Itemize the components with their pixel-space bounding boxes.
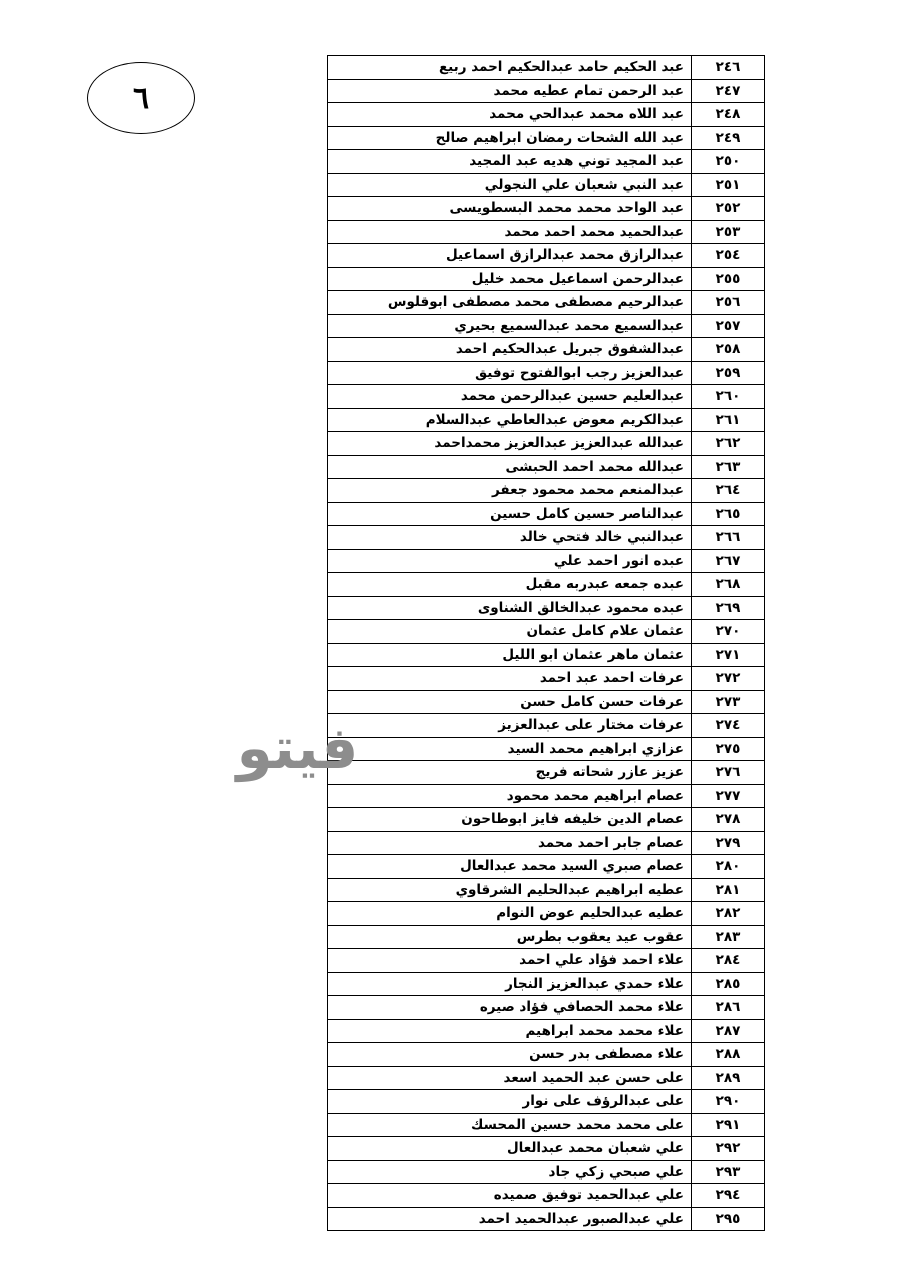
row-number: ٢٧٦ xyxy=(692,761,765,785)
row-name: عبدالله محمد احمد الحبشى xyxy=(328,455,692,479)
row-number: ٢٨٨ xyxy=(692,1043,765,1067)
table-row xyxy=(328,573,765,597)
row-number: ٢٦١ xyxy=(692,408,765,432)
table-row xyxy=(328,267,765,291)
table-row xyxy=(328,150,765,174)
row-name: عبده محمود عبدالخالق الشناوى xyxy=(328,596,692,620)
row-number: ٢٨٤ xyxy=(692,949,765,973)
row-name: عبدالشفوق جبريل عبدالحكيم احمد xyxy=(328,338,692,362)
row-name: عبد الله الشحات رمضان ابراهيم صالح xyxy=(328,126,692,150)
row-number: ٢٨٦ xyxy=(692,996,765,1020)
table-row xyxy=(328,925,765,949)
row-number: ٢٦٢ xyxy=(692,432,765,456)
table-row xyxy=(328,173,765,197)
row-number: ٢٧٠ xyxy=(692,620,765,644)
table-row xyxy=(328,385,765,409)
row-number: ٢٦٩ xyxy=(692,596,765,620)
row-number: ٢٤٩ xyxy=(692,126,765,150)
row-name: عطيه عبدالحليم عوض النوام xyxy=(328,902,692,926)
row-name: علاء محمد الحصافي فؤاد صيره xyxy=(328,996,692,1020)
row-name: علاء محمد محمد ابراهيم xyxy=(328,1019,692,1043)
table-row xyxy=(328,737,765,761)
row-name: على محمد محمد حسين المحسك xyxy=(328,1113,692,1137)
row-number: ٢٩٣ xyxy=(692,1160,765,1184)
row-number: ٢٨٥ xyxy=(692,972,765,996)
row-number: ٢٧٣ xyxy=(692,690,765,714)
table-row xyxy=(328,197,765,221)
row-number: ٢٧٤ xyxy=(692,714,765,738)
row-number: ٢٨٩ xyxy=(692,1066,765,1090)
table-row xyxy=(328,855,765,879)
row-number: ٢٦٨ xyxy=(692,573,765,597)
row-number: ٢٧١ xyxy=(692,643,765,667)
row-number: ٢٥٤ xyxy=(692,244,765,268)
row-number: ٢٩٠ xyxy=(692,1090,765,1114)
row-number: ٢٥٠ xyxy=(692,150,765,174)
row-name: عبدالمنعم محمد محمود جعفر xyxy=(328,479,692,503)
table-row xyxy=(328,667,765,691)
names-table xyxy=(327,55,765,1231)
row-name: عرفات احمد عبد احمد xyxy=(328,667,692,691)
table-row xyxy=(328,996,765,1020)
table-row xyxy=(328,244,765,268)
row-name: عبد الواحد محمد محمد البسطويسى xyxy=(328,197,692,221)
row-name: عصام الدين خليفه فايز ابوطاحون xyxy=(328,808,692,832)
row-number: ٢٥٧ xyxy=(692,314,765,338)
page-number: ٦ xyxy=(132,80,150,116)
watermark-text: فيتو xyxy=(236,714,359,782)
row-number: ٢٨٧ xyxy=(692,1019,765,1043)
row-number: ٢٥٢ xyxy=(692,197,765,221)
table-row xyxy=(328,878,765,902)
row-name: علي عبدالحميد توفيق صميده xyxy=(328,1184,692,1208)
row-name: عبدالحميد محمد احمد محمد xyxy=(328,220,692,244)
table-row xyxy=(328,949,765,973)
table-row xyxy=(328,831,765,855)
row-number: ٢٦٧ xyxy=(692,549,765,573)
row-name: على عبدالرؤف على نوار xyxy=(328,1090,692,1114)
table-row xyxy=(328,1137,765,1161)
row-number: ٢٦٦ xyxy=(692,526,765,550)
table-row xyxy=(328,408,765,432)
row-name: عصام صبري السيد محمد عبدالعال xyxy=(328,855,692,879)
table-row xyxy=(328,220,765,244)
row-number: ٢٤٦ xyxy=(692,56,765,80)
row-number: ٢٦٣ xyxy=(692,455,765,479)
row-number: ٢٥٥ xyxy=(692,267,765,291)
row-number: ٢٧٨ xyxy=(692,808,765,832)
row-number: ٢٥٦ xyxy=(692,291,765,315)
row-number: ٢٩٢ xyxy=(692,1137,765,1161)
table-row xyxy=(328,549,765,573)
row-number: ٢٧٩ xyxy=(692,831,765,855)
table-row xyxy=(328,1207,765,1231)
table-row xyxy=(328,361,765,385)
row-number: ٢٥١ xyxy=(692,173,765,197)
row-name: عبد الحكيم حامد عبدالحكيم احمد ربيع xyxy=(328,56,692,80)
table-row xyxy=(328,126,765,150)
table-row xyxy=(328,972,765,996)
row-name: عبدالكريم معوض عبدالعاطي عبدالسلام xyxy=(328,408,692,432)
watermark-logo xyxy=(225,712,370,784)
row-name: عبدالناصر حسين كامل حسين xyxy=(328,502,692,526)
row-number: ٢٨٢ xyxy=(692,902,765,926)
row-name: عبدالعليم حسين عبدالرحمن محمد xyxy=(328,385,692,409)
row-number: ٢٨٠ xyxy=(692,855,765,879)
row-number: ٢٨١ xyxy=(692,878,765,902)
row-name: عطيه ابراهيم عبدالحليم الشرقاوي xyxy=(328,878,692,902)
table-row xyxy=(328,1090,765,1114)
table-row xyxy=(328,784,765,808)
row-name: عبدالعزيز رجب ابوالفتوح توفيق xyxy=(328,361,692,385)
row-name: عزازي ابراهيم محمد السيد xyxy=(328,737,692,761)
row-number: ٢٥٩ xyxy=(692,361,765,385)
row-name: عبد المجيد توني هديه عبد المجيد xyxy=(328,150,692,174)
table-row xyxy=(328,103,765,127)
table-row xyxy=(328,56,765,80)
row-number: ٢٦٠ xyxy=(692,385,765,409)
table-row xyxy=(328,455,765,479)
table-row xyxy=(328,902,765,926)
table-row xyxy=(328,291,765,315)
table-row xyxy=(328,808,765,832)
row-name: عبده انور احمد علي xyxy=(328,549,692,573)
table-row xyxy=(328,1066,765,1090)
row-number: ٢٥٣ xyxy=(692,220,765,244)
row-name: عقوب عيد يعقوب بطرس xyxy=(328,925,692,949)
row-name: على حسن عبد الحميد اسعد xyxy=(328,1066,692,1090)
row-number: ٢٨٣ xyxy=(692,925,765,949)
table-row xyxy=(328,432,765,456)
row-name: علي شعبان محمد عبدالعال xyxy=(328,1137,692,1161)
row-name: عرفات حسن كامل حسن xyxy=(328,690,692,714)
row-number: ٢٦٤ xyxy=(692,479,765,503)
row-number: ٢٩٤ xyxy=(692,1184,765,1208)
row-name: عزيز عازر شحاته فريج xyxy=(328,761,692,785)
row-name: عصام جابر احمد محمد xyxy=(328,831,692,855)
table-row xyxy=(328,502,765,526)
row-number: ٢٤٨ xyxy=(692,103,765,127)
table-row xyxy=(328,1019,765,1043)
table-row xyxy=(328,526,765,550)
row-number: ٢٩١ xyxy=(692,1113,765,1137)
row-name: علاء حمدي عبدالعزيز النجار xyxy=(328,972,692,996)
row-number: ٢٤٧ xyxy=(692,79,765,103)
table-row xyxy=(328,79,765,103)
table-row xyxy=(328,596,765,620)
row-number: ٢٧٧ xyxy=(692,784,765,808)
table-row xyxy=(328,338,765,362)
page-number-badge xyxy=(87,62,195,134)
row-name: علي صبحي زكي جاد xyxy=(328,1160,692,1184)
table-row xyxy=(328,1043,765,1067)
row-name: علاء احمد فؤاد علي احمد xyxy=(328,949,692,973)
row-name: عثمان ماهر عثمان ابو الليل xyxy=(328,643,692,667)
table-row xyxy=(328,314,765,338)
table-row xyxy=(328,690,765,714)
row-name: عبدالنبي خالد فتحي خالد xyxy=(328,526,692,550)
row-number: ٢٧٥ xyxy=(692,737,765,761)
table-row xyxy=(328,714,765,738)
table-row xyxy=(328,1184,765,1208)
row-number: ٢٦٥ xyxy=(692,502,765,526)
row-name: عبدالرحيم مصطفى محمد مصطفى ابوقلوس xyxy=(328,291,692,315)
table-row xyxy=(328,1113,765,1137)
row-name: علي عبدالصبور عبدالحميد احمد xyxy=(328,1207,692,1231)
table-row xyxy=(328,479,765,503)
row-name: عبدالرحمن اسماعيل محمد خليل xyxy=(328,267,692,291)
row-name: عبدالسميع محمد عبدالسميع بحيري xyxy=(328,314,692,338)
table-row xyxy=(328,761,765,785)
row-name: علاء مصطفى بدر حسن xyxy=(328,1043,692,1067)
table-row xyxy=(328,620,765,644)
row-number: ٢٩٥ xyxy=(692,1207,765,1231)
row-name: عبد النبي شعبان علي النجولي xyxy=(328,173,692,197)
row-name: عبد اللاه محمد عبدالحي محمد xyxy=(328,103,692,127)
row-name: عبد الرحمن تمام عطيه محمد xyxy=(328,79,692,103)
row-name: عبدالله عبدالعزيز عبدالعزيز محمداحمد xyxy=(328,432,692,456)
row-number: ٢٥٨ xyxy=(692,338,765,362)
table-row xyxy=(328,1160,765,1184)
names-table-body xyxy=(328,56,765,1231)
row-name: عرفات مختار على عبدالعزيز xyxy=(328,714,692,738)
row-number: ٢٧٢ xyxy=(692,667,765,691)
row-name: عصام ابراهيم محمد محمود xyxy=(328,784,692,808)
row-name: عبدالرازق محمد عبدالرازق اسماعيل xyxy=(328,244,692,268)
table-row xyxy=(328,643,765,667)
row-name: عثمان علام كامل عثمان xyxy=(328,620,692,644)
row-name: عبده جمعه عبدربه مقبل xyxy=(328,573,692,597)
